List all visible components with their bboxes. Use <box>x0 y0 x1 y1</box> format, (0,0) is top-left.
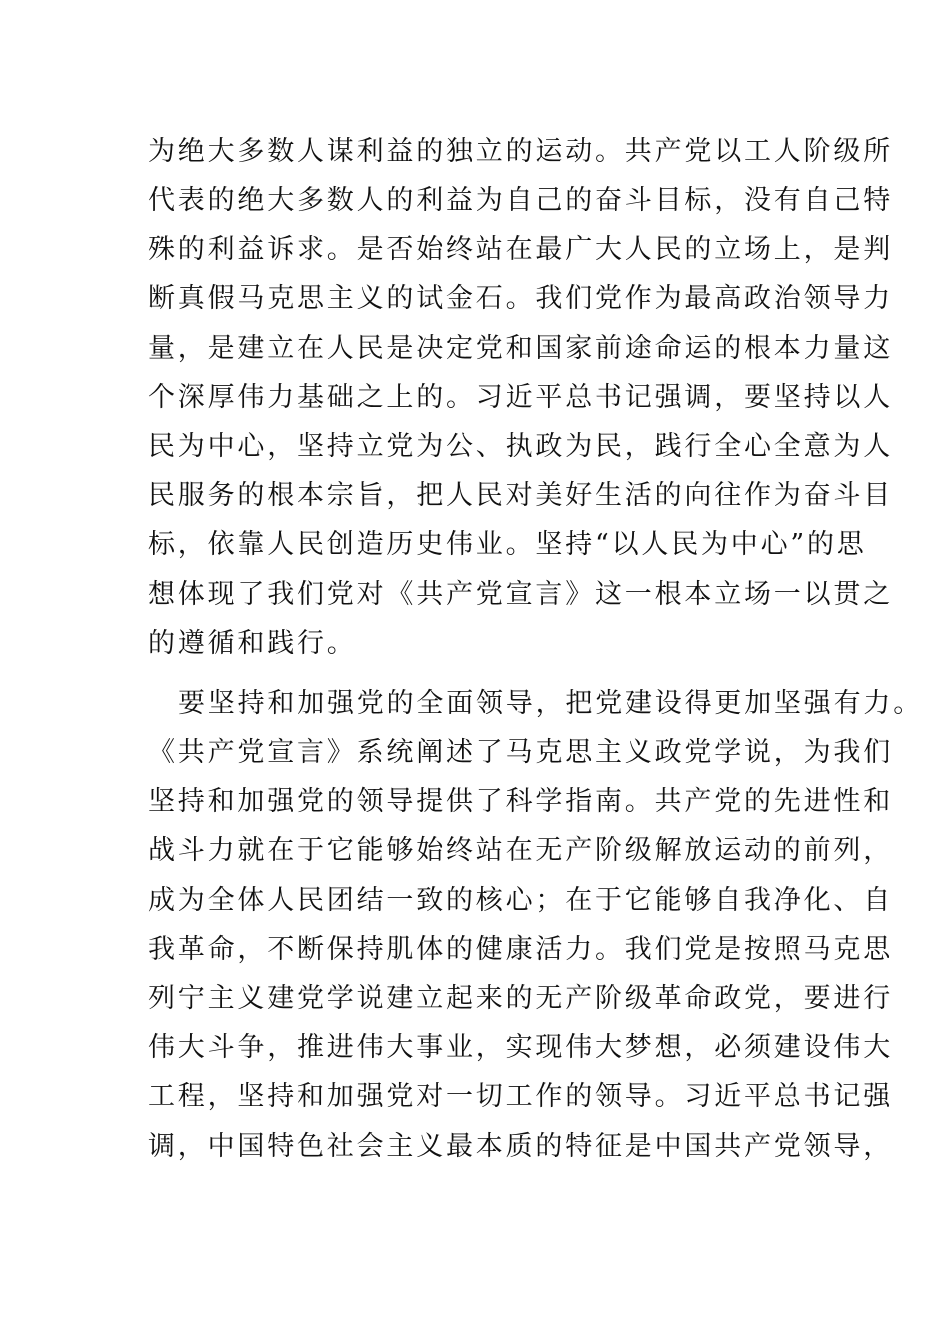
text-line: 代表的绝大多数人的利益为自己的奋斗目标，没有自己特 <box>148 185 893 216</box>
text-line: 伟大斗争，推进伟大事业，实现伟大梦想，必须建设伟大 <box>148 1032 893 1063</box>
text-line: 要坚持和加强党的全面领导，把党建设得更加坚强有力。 <box>178 688 923 719</box>
text-line: 坚持和加强党的领导提供了科学指南。共产党的先进性和 <box>148 786 893 817</box>
text-line: 《共产党宣言》系统阐述了马克思主义政党学说，为我们 <box>148 737 893 768</box>
text-line: 殊的利益诉求。是否始终站在最广大人民的立场上，是判 <box>148 234 893 265</box>
text-line: 工程，坚持和加强党对一切工作的领导。习近平总书记强 <box>148 1081 893 1112</box>
text-line: 量，是建立在人民是决定党和国家前途命运的根本力量这 <box>148 333 893 364</box>
text-line: 民服务的根本宗旨，把人民对美好生活的向往作为奋斗目 <box>148 480 893 511</box>
text-line: 列宁主义建党学说建立起来的无产阶级革命政党，要进行 <box>148 983 893 1014</box>
text-line: 我革命，不断保持肌体的健康活力。我们党是按照马克思 <box>148 934 893 965</box>
text-line: 标，依靠人民创造历史伟业。坚持“以人民为中心”的思 <box>148 529 867 560</box>
text-line: 调，中国特色社会主义最本质的特征是中国共产党领导， <box>148 1131 893 1162</box>
text-line: 战斗力就在于它能够始终站在无产阶级解放运动的前列， <box>148 835 893 866</box>
text-line: 成为全体人民团结一致的核心；在于它能够自我净化、自 <box>148 885 893 916</box>
text-line: 断真假马克思主义的试金石。我们党作为最高政治领导力 <box>148 283 893 314</box>
text-line: 为绝大多数人谋利益的独立的运动。共产党以工人阶级所 <box>148 136 893 167</box>
text-line: 民为中心，坚持立党为公、执政为民，践行全心全意为人 <box>148 431 893 462</box>
text-line: 个深厚伟力基础之上的。习近平总书记强调，要坚持以人 <box>148 382 893 413</box>
text-line: 想体现了我们党对《共产党宣言》这一根本立场一以贯之 <box>148 579 893 610</box>
text-line: 的遵循和践行。 <box>148 628 357 659</box>
